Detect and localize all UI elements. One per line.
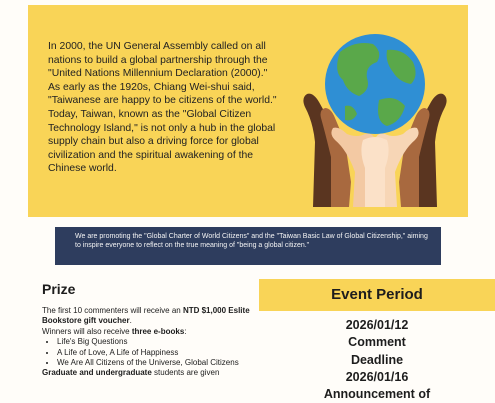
intro-text: [48, 40, 280, 176]
event-label: Announcement of: [323, 387, 431, 402]
ebook-item: • A Life of Love, A Life of Happiness: [57, 348, 254, 358]
prize-line-voucher: [42, 306, 254, 327]
prize-line-students: [42, 368, 254, 378]
event-schedule: [259, 317, 495, 403]
prize-ebooks-count: three e-books: [131, 326, 185, 336]
globe-hands-illustration: [295, 22, 455, 207]
prize-text: Winners will also receive: [42, 326, 132, 336]
charter-banner: We are promoting the "Global Charter of World Citizens" and the "Taiwan Basic Law of Global Citizenship," aiming to inspire everyone to reflect on the true meaning of "being a global citizen.": [55, 227, 441, 265]
event-label: Comment: [348, 335, 406, 350]
ebook-list: [42, 337, 254, 368]
prize-details: [42, 306, 254, 379]
ebook-item: • We Are All Citizens of the Universe, Global Citizens: [57, 358, 254, 368]
pale-hand-center: [361, 137, 388, 207]
event-date: 2026/01/12: [345, 318, 409, 332]
prize-text: students are given: [151, 368, 220, 378]
event-label: Deadline: [350, 352, 404, 367]
prize-text: The first 10 commenters will receive an: [42, 306, 183, 315]
prize-text: .: [129, 316, 132, 326]
event-period-title: Event Period: [331, 286, 423, 303]
ebook-item: • Life's Big Questions: [57, 337, 254, 347]
prize-voucher-amount: NTD $1,000 Eslite Bookstore gift voucher: [42, 306, 250, 326]
prize-title: Prize: [42, 281, 76, 297]
prize-line-ebooks: [42, 327, 254, 337]
event-date: 2026/01/16: [345, 369, 409, 384]
intro-paragraph-1: In 2000, the UN General Assembly called on all nations to build a global partnership through the "United Nations Millennium Declaration (2000).": [48, 41, 268, 80]
prize-student-group: Graduate and undergraduate: [42, 368, 152, 378]
prize-text: :: [184, 326, 187, 336]
intro-paragraph-2: As early as the 1920s, Chiang Wei-shui said, "Taiwanese are happy to be citizens of the world." Today, Taiwan, known as the "Global Citizen Technology Island," is not only a hub in the global supply chain but also a driving force for global civilization and the spiritual awakening of the Chinese world.: [48, 81, 277, 175]
